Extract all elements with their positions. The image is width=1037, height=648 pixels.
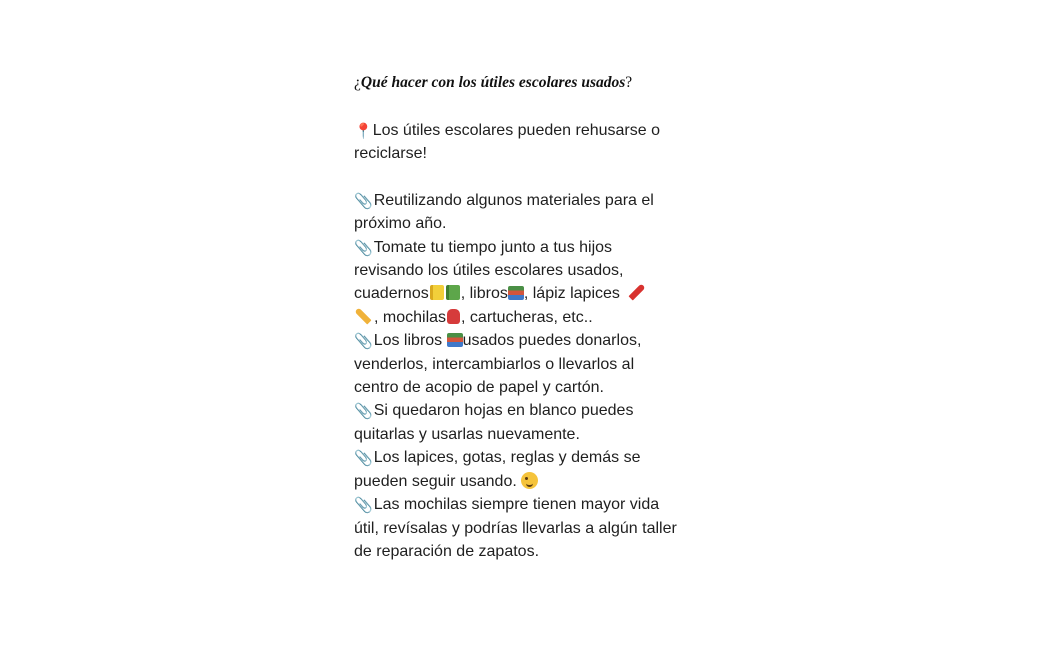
paperclip-icon: 📎 [354,238,373,257]
item-text: , libros [460,285,508,303]
books-icon [508,286,524,300]
item-text: Los libros [373,332,447,350]
paperclip-icon: 📎 [354,191,373,210]
books-icon [447,333,463,347]
item-text: , cartucheras, etc.. [461,308,593,326]
item-text: Reutilizando algunos materiales para el próximo año. [354,191,654,233]
spacer [354,94,696,119]
item-text: Si quedaron hojas en blanco puedes quitarlas y usarlas nuevamente. [354,402,634,443]
paperclip-icon: 📎 [354,402,373,421]
title-close-question-mark: ? [625,74,633,91]
item-text: Tomate tu tiempo junto a tus hijos revisando los útiles escolares usados, cuadernos [354,238,624,303]
intro-text: Los útiles escolares pueden rehusarse o reciclarse! [354,122,660,163]
item-text: Los lapices, gotas, reglas y demás se pueden seguir usando. [354,449,641,490]
note-card [344,62,696,580]
spacer [354,166,696,189]
list-item [354,236,696,330]
paperclip-icon: 📎 [354,496,373,515]
intro-paragraph [354,119,696,166]
winking-face-icon [521,472,538,489]
yellow-notebook-icon [430,285,444,300]
item-text: usados puedes donarlos, venderlos, intercambiarlos o llevarlos al centro de acopio de papel y cartón. [354,332,642,397]
round-pushpin-icon: 📍 [354,122,373,140]
title-text: Qué hacer con los útiles escolares usados [360,74,626,91]
list-item [354,329,696,399]
item-text: , mochilas [374,308,447,326]
crayon-icon [629,284,646,301]
green-notebook-icon [446,285,460,300]
title-open-question-mark: ¿ [354,74,361,91]
list-item [354,493,696,563]
paperclip-icon: 📎 [354,449,373,468]
list-item [354,189,696,236]
item-text: Las mochilas siempre tienen mayor vida útil, revísalas y podrías llevarlas a algún taller de reparación de zapatos. [354,496,677,560]
pencil-icon [355,307,372,324]
paperclip-icon: 📎 [354,332,373,351]
list-item [354,446,696,493]
item-text: , lápiz lapices [523,285,625,303]
note-title [354,72,696,94]
backpack-icon [447,309,460,324]
list-item [354,399,696,446]
